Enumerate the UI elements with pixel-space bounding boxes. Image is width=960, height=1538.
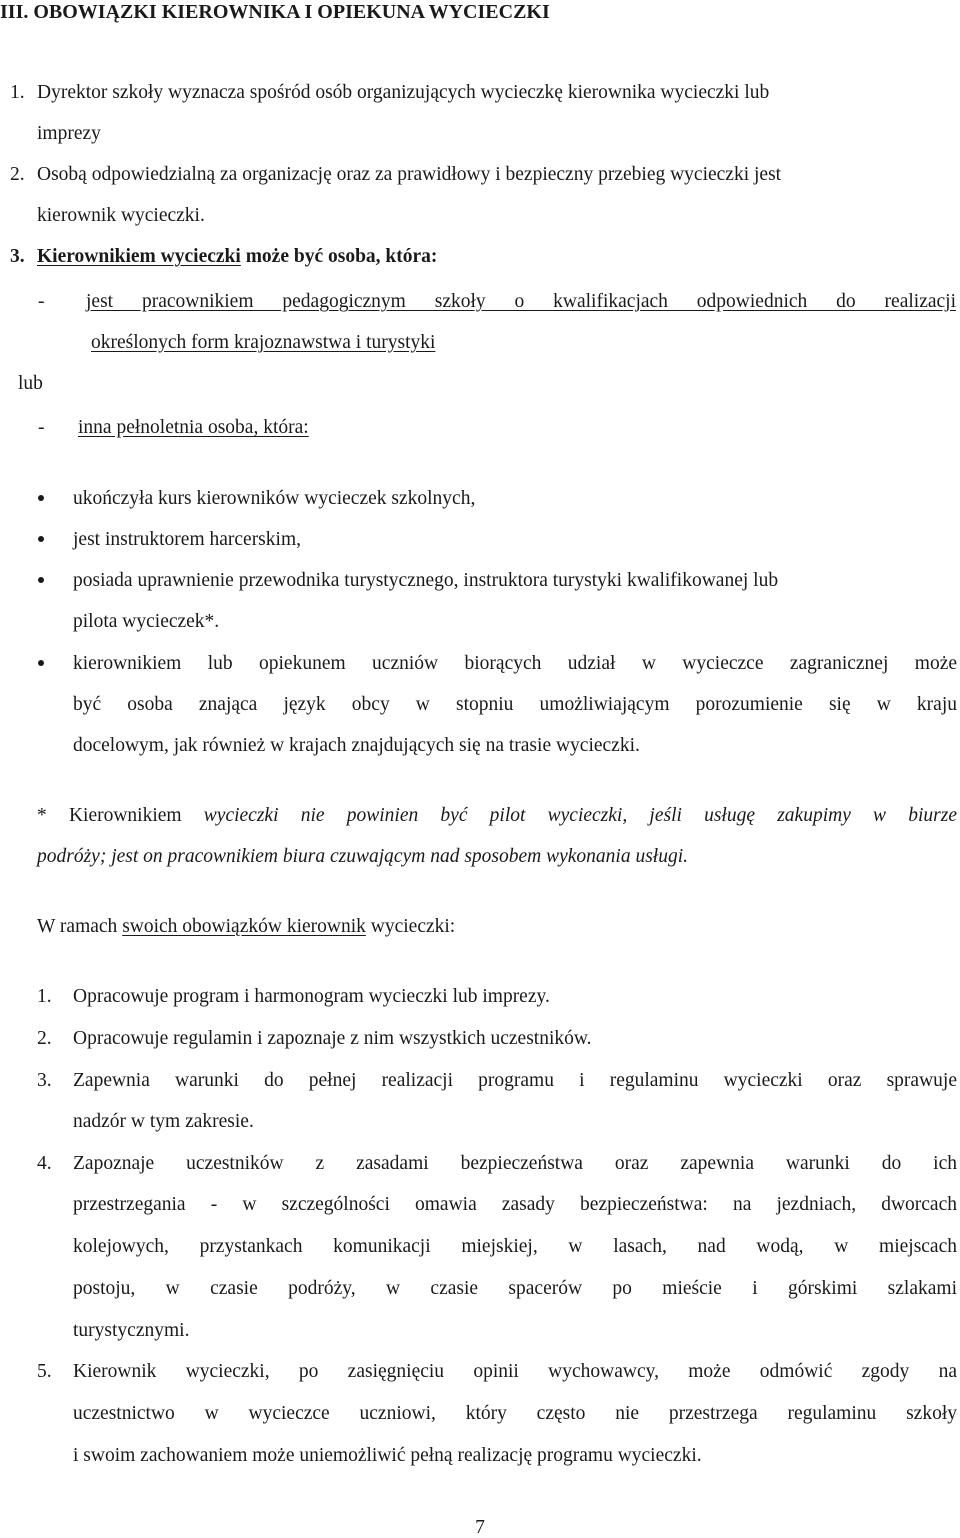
bullet-3-line-1: posiada uprawnienie przewodnika turystycznego, instruktora turystyki kwalifikowanej lub bbox=[73, 570, 779, 591]
dash-2-mark: - bbox=[38, 417, 45, 438]
duties-intro: W ramach swoich obowiązków kierownik wycieczki: bbox=[37, 916, 456, 937]
duty-2-line-1: Opracowuje regulamin i zapoznaje z nim wszystkich uczestników. bbox=[73, 1028, 592, 1049]
duty-4-number: 4. bbox=[37, 1153, 52, 1174]
or-word: lub bbox=[18, 373, 43, 394]
intro-item-1-number: 1. bbox=[10, 82, 25, 103]
intro-item-1-line-2: imprezy bbox=[37, 123, 101, 144]
duty-5-line-2: uczestnictwo w wycieczce uczniowi, który często nie przestrzega regulaminu szkoły bbox=[73, 1403, 957, 1424]
bullet-4-line-1: kierownikiem lub opiekunem uczniów biorących udział w wycieczce zagranicznej może bbox=[73, 653, 957, 674]
bullet-dot bbox=[38, 495, 44, 501]
dash-1-line-1: jest pracownikiem pedagogicznym szkoły o kwalifikacjach odpowiednich do realizacji bbox=[86, 291, 956, 312]
intro-item-3-text bbox=[37, 247, 437, 267]
duty-3-line-1: Zapewnia warunki do pełnej realizacji programu i regulaminu wycieczki oraz sprawuje bbox=[73, 1070, 957, 1091]
duty-5-number: 5. bbox=[37, 1361, 52, 1382]
bullet-dot bbox=[38, 536, 44, 542]
duty-1-number: 1. bbox=[37, 986, 52, 1007]
duty-3-number: 3. bbox=[37, 1070, 52, 1091]
page-number: 7 bbox=[475, 1517, 485, 1538]
intro-item-2-number: 2. bbox=[10, 164, 25, 185]
dash-1-line-2: określonych form krajoznawstwa i turystyki bbox=[91, 332, 436, 353]
duty-3-line-2: nadzór w tym zakresie. bbox=[73, 1111, 254, 1132]
footnote-line-2: podróży; jest on pracownikiem biura czuwającym nad sposobem wykonania usługi. bbox=[37, 846, 689, 867]
intro-item-3-number: 3. bbox=[10, 246, 25, 267]
duty-2-number: 2. bbox=[37, 1028, 52, 1049]
duty-4-line-3: kolejowych, przystankach komunikacji miejskiej, w lasach, nad wodą, w miejscach bbox=[73, 1236, 957, 1257]
duty-5-line-1: Kierownik wycieczki, po zasięgnięciu opinii wychowawcy, może odmówić zgody na bbox=[73, 1361, 957, 1382]
bullet-1-line-1: ukończyła kurs kierowników wycieczek szkolnych, bbox=[73, 488, 476, 509]
duty-4-line-2: przestrzegania - w szczególności omawia zasady bezpieczeństwa: na jezdniach, dworcach bbox=[73, 1194, 957, 1215]
duty-4-line-1: Zapoznaje uczestników z zasadami bezpieczeństwa oraz zapewnia warunki do ich bbox=[73, 1153, 957, 1174]
item-3-underlined: Kierownikiem wycieczki bbox=[37, 246, 241, 267]
duty-4-line-4: postoju, w czasie podróży, w czasie spacerów po mieście i górskimi szlakami bbox=[73, 1278, 957, 1299]
dash-2-text: inna pełnoletnia osoba, która: bbox=[78, 417, 309, 438]
duty-5-line-3: i swoim zachowaniem może uniemożliwić pełną realizację programu wycieczki. bbox=[73, 1445, 702, 1466]
duty-4-line-5: turystycznymi. bbox=[73, 1320, 190, 1341]
bullet-dot bbox=[38, 577, 44, 583]
bullet-2-line-1: jest instruktorem harcerskim, bbox=[73, 529, 301, 550]
intro-item-1-line-1: Dyrektor szkoły wyznacza spośród osób organizujących wycieczkę kierownika wycieczki lub bbox=[37, 82, 770, 103]
bullet-4-line-2: być osoba znająca język obcy w stopniu umożliwiającym porozumienie się w kraju bbox=[73, 694, 957, 715]
intro-item-2-line-2: kierownik wycieczki. bbox=[37, 205, 205, 226]
dash-1-mark: - bbox=[38, 291, 45, 312]
bullet-dot bbox=[38, 660, 44, 666]
footnote-line-1: * Kierownikiem wycieczki nie powinien być pilot wycieczki, jeśli usługę zakupimy w biurze bbox=[37, 805, 958, 826]
intro-item-2-line-1: Osobą odpowiedzialną za organizację oraz za prawidłowy i bezpieczny przebieg wycieczki jest bbox=[37, 164, 782, 185]
bullet-4-line-3: docelowym, jak również w krajach znajdujących się na trasie wycieczki. bbox=[73, 735, 640, 756]
duty-1-line-1: Opracowuje program i harmonogram wycieczki lub imprezy. bbox=[73, 986, 550, 1007]
bullet-3-line-2: pilota wycieczek*. bbox=[73, 611, 220, 632]
item-3-rest: może być osoba, która: bbox=[240, 246, 438, 267]
section-heading: III. OBOWIĄZKI KIEROWNIKA I OPIEKUNA WYCIECZKI bbox=[0, 1, 550, 23]
